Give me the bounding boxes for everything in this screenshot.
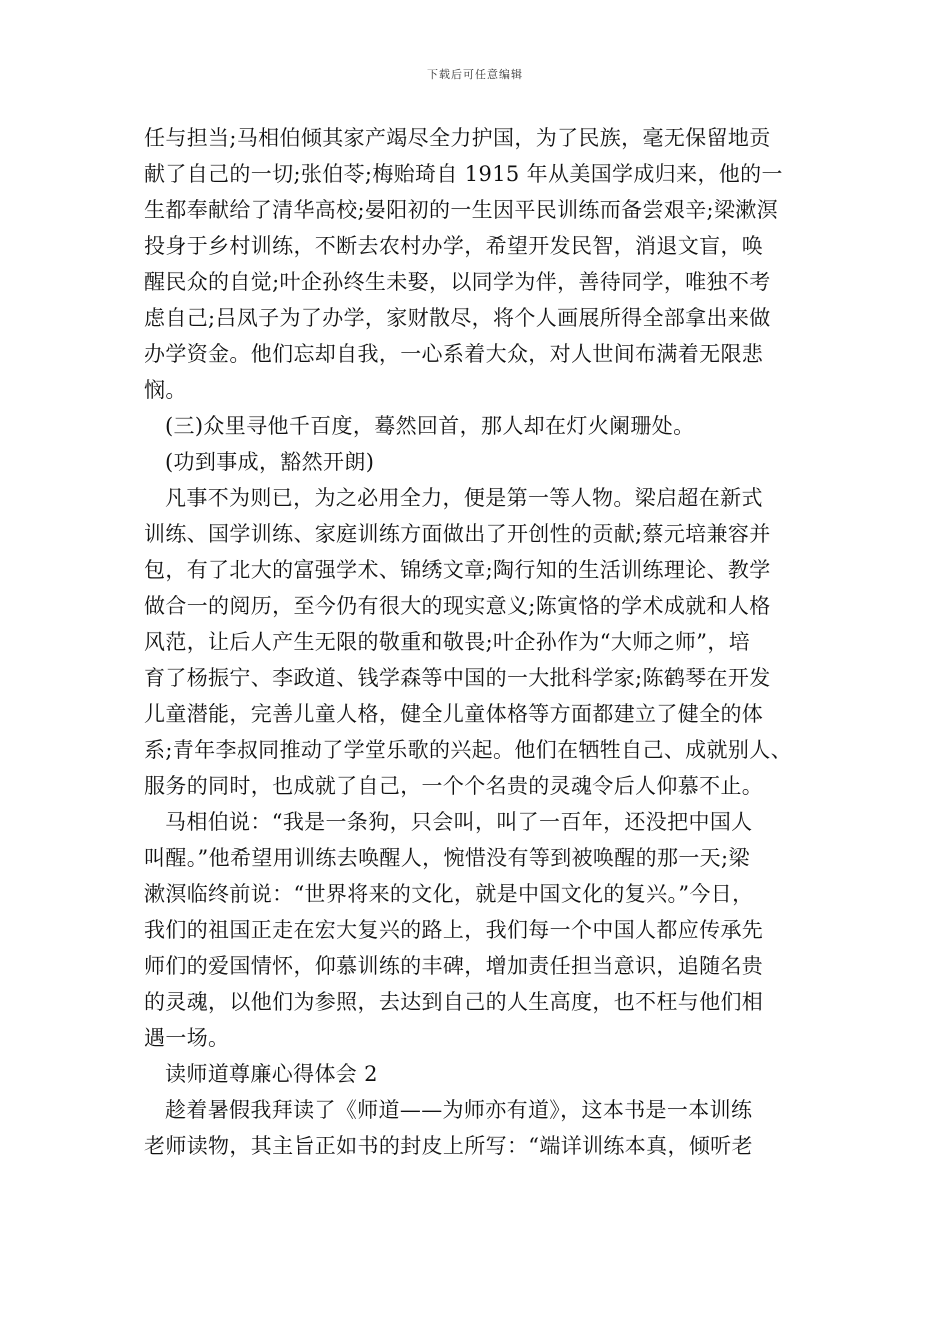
- text-line: 风范，让后人产生无限的敬重和敬畏;叶企孙作为“大师之师”，培: [144, 630, 751, 654]
- text-line: 醒民众的自觉;叶企孙终生未娶，以同学为伴，善待同学，唯独不考: [144, 270, 771, 294]
- text-line: 悯。: [144, 378, 187, 402]
- text-line: 服务的同时，也成就了自己，一个个名贵的灵魂令后人仰慕不止。: [144, 774, 764, 798]
- page-header: 下载后可任意编辑: [427, 68, 523, 81]
- document-body: [144, 120, 808, 1164]
- text-line: 育了杨振宁、李政道、钱学森等中国的一大批科学家;陈鹤琴在开发: [144, 666, 771, 690]
- text-line: 马相伯说：“我是一条狗，只会叫，叫了一百年，还没把中国人: [165, 810, 753, 834]
- text-line: (三)众里寻他千百度，蓦然回首，那人却在灯火阑珊处。: [165, 414, 695, 438]
- text-line: 投身于乡村训练，不断去农村办学，希望开发民智，消退文盲，唤: [144, 234, 764, 258]
- text-line: 老师读物，其主旨正如书的封皮上所写：“端详训练本真，倾听老: [144, 1134, 753, 1158]
- text-line: 训练、国学训练、家庭训练方面做出了开创性的贡献;蔡元培兼容并: [144, 522, 771, 546]
- text-line: 叫醒。”他希望用训练去唤醒人，惋惜没有等到被唤醒的那一天;梁: [144, 846, 750, 870]
- text-line: 趁着暑假我拜读了《师道——为师亦有道》，这本书是一本训练: [165, 1098, 753, 1122]
- text-line: 做合一的阅历，至今仍有很大的现实意义;陈寅恪的学术成就和人格: [144, 594, 771, 618]
- text-line: 虑自己;吕凤子为了办学，家财散尽，将个人画展所得全部拿出来做: [144, 306, 771, 330]
- text-line: 师们的爱国情怀，仰慕训练的丰碑，增加责任担当意识，追随名贵: [144, 954, 764, 978]
- text-line: 包，有了北大的富强学术、锦绣文章;陶行知的生活训练理论、教学: [144, 558, 771, 582]
- text-line: 读师道尊廉心得体会 2: [165, 1062, 378, 1086]
- text-line: 我们的祖国正走在宏大复兴的路上，我们每一个中国人都应传承先: [144, 918, 764, 942]
- text-line: (功到事成，豁然开朗): [165, 450, 375, 474]
- text-line: 凡事不为则已，为之必用全力，便是第一等人物。梁启超在新式: [165, 486, 763, 510]
- text-line: 生都奉献给了清华高校;晏阳初的一生因平民训练而备尝艰辛;梁漱溟: [144, 198, 778, 222]
- text-line: 办学资金。他们忘却自我，一心系着大众，对人世间布满着无限悲: [144, 342, 764, 366]
- text-line: 遇一场。: [144, 1026, 230, 1050]
- text-line: 任与担当;马相伯倾其家产竭尽全力护国，为了民族，毫无保留地贡: [144, 126, 771, 150]
- text-line: 漱溟临终前说：“世界将来的文化，就是中国文化的复兴。”今日，: [144, 882, 754, 906]
- text-line: 献了自己的一切;张伯苓;梅贻琦自 1915 年从美国学成归来，他的一: [144, 162, 783, 186]
- text-line: 系;青年李叔同推动了学堂乐歌的兴起。他们在牺牲自己、成就别人、: [144, 738, 792, 762]
- text-line: 儿童潜能，完善儿童人格，健全儿童体格等方面都建立了健全的体: [144, 702, 764, 726]
- text-line: 的灵魂，以他们为参照，去达到自己的人生高度，也不枉与他们相: [144, 990, 764, 1014]
